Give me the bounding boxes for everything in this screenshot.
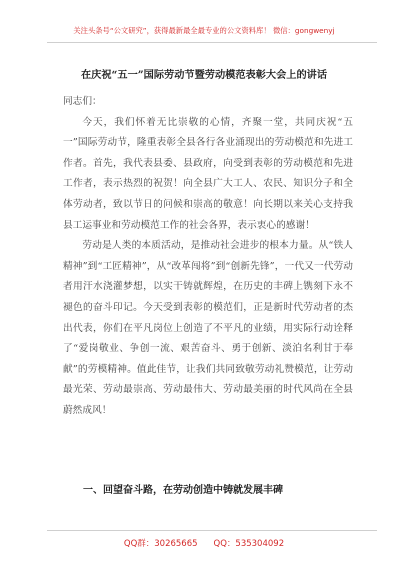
document-body [63,92,353,422]
footer-qq-group: QQ群：30265665 [123,539,198,549]
section-heading-1: 一、回望奋斗路，在劳动创造中铸就发展丰碑 [83,485,283,496]
footer-contacts [0,537,408,549]
document-title: 在庆祝“五一”国际劳动节暨劳动模范表彰大会上的讲话 [80,69,328,81]
footer-qq: QQ：535304092 [213,539,285,549]
page-footer [0,530,408,580]
header-divider [47,42,377,43]
footer-divider [47,530,377,531]
greeting: 同志们： [63,96,102,107]
header-notice: 关注头条号“公文研究”，获得最新最全最专业的公文资料库！ 微信：gongwenyj [73,26,335,35]
paragraph-2: 劳动是人类的本质活动，是推动社会进步的根本力量。从“铁人精神”到“工匠精神”，从“改革闯将”到“创新先锋”，一代又一代劳动者用汗水浇灌梦想，以实干铸就辉煌，在历史的丰碑上镌刻下永不褪色的奋斗印记。今天受到表彰的模范们，正是新时代劳动者的杰出代表，你们在平凡岗位上创造了不平凡的业绩，用实际行动诠释了“爱岗敬业、争创一流、艰苦奋斗、勇于创新、淡泊名利甘于奉献”的劳模精神。值此佳节，让我们共同致敬劳动礼赞模范，让劳动最光荣、劳动最崇高、劳动最伟大、劳动最美丽的时代风尚在全县蔚然成风！ [63,240,353,416]
page-header [0,0,408,60]
paragraph-1: 今天，我们怀着无比崇敬的心情，齐聚一堂，共同庆祝“五一”国际劳动节，隆重表彰全县各行各业涌现出的劳动模范和先进工作者。首先，我代表县委、县政府，向受到表彰的劳动模范和先进工作者，表示热烈的祝贺！向全县广大工人、农民、知识分子和全体劳动者，致以节日的问候和崇高的敬意！向长期以来关心支持我县工运事业和劳动模范工作的社会各界，表示衷心的感谢！ [63,116,353,231]
